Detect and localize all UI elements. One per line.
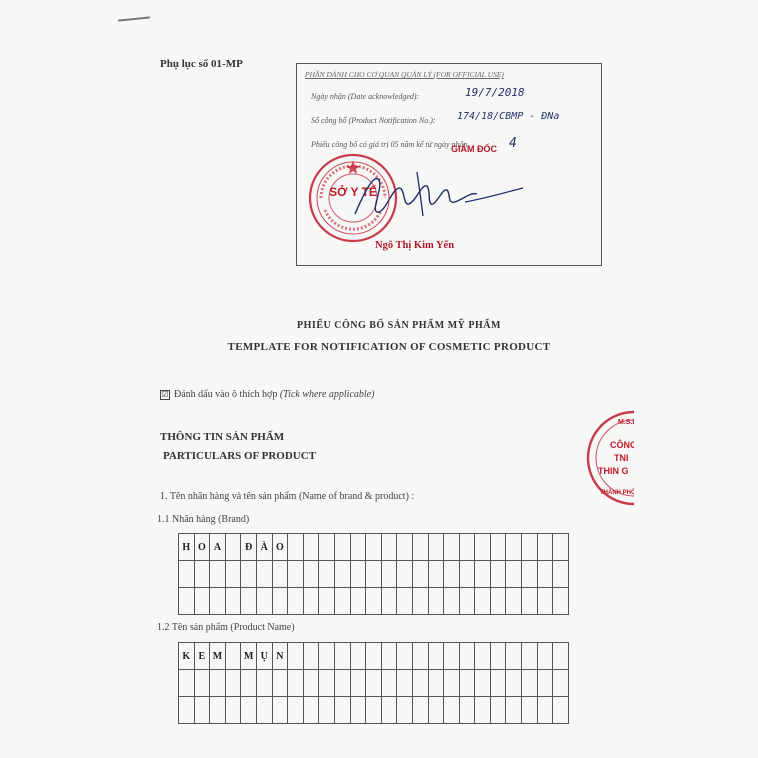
received-date-label: Ngày nhận (Date acknowledged): [311, 92, 420, 101]
grid-cell [490, 697, 506, 724]
grid-cell [303, 643, 319, 670]
grid-cell [334, 588, 350, 615]
grid-cell [319, 643, 335, 670]
grid-cell [256, 561, 272, 588]
grid-cell [428, 643, 444, 670]
grid-cell [459, 534, 475, 561]
grid-cell [319, 670, 335, 697]
grid-cell [272, 561, 288, 588]
grid-cell [210, 697, 226, 724]
grid-cell [303, 561, 319, 588]
grid-cell: O [194, 534, 210, 561]
grid-cell [412, 670, 428, 697]
grid-cell: M [210, 643, 226, 670]
grid-cell [412, 534, 428, 561]
grid-cell [303, 697, 319, 724]
grid-cell [506, 697, 522, 724]
grid-cell [537, 697, 553, 724]
grid-cell [397, 643, 413, 670]
grid-cell [381, 697, 397, 724]
grid-cell [522, 643, 538, 670]
grid-cell [194, 697, 210, 724]
grid-cell: K [179, 643, 195, 670]
brand-name-grid [178, 533, 569, 615]
grid-cell [288, 588, 304, 615]
grid-cell [179, 561, 195, 588]
grid-cell [179, 697, 195, 724]
product-name-grid [178, 642, 569, 724]
grid-cell [475, 588, 491, 615]
director-name: Ngô Thị Kim Yến [375, 240, 455, 251]
grid-cell [350, 643, 366, 670]
grid-cell: O [272, 534, 288, 561]
grid-cell [459, 670, 475, 697]
grid-cell [194, 670, 210, 697]
grid-cell [334, 643, 350, 670]
grid-cell [397, 588, 413, 615]
handwritten-mark: 4 [509, 136, 517, 151]
grid-cell [475, 534, 491, 561]
notification-number-label: Số công bố (Product Notification No.): [311, 116, 436, 125]
grid-cell [366, 561, 382, 588]
director-title: GIÁM ĐỐC [451, 144, 497, 154]
grid-cell [366, 670, 382, 697]
grid-cell: M [241, 643, 257, 670]
company-seal-line2: TNI [614, 453, 629, 463]
grid-cell [288, 534, 304, 561]
grid-cell [241, 561, 257, 588]
grid-cell [210, 588, 226, 615]
grid-cell: A [210, 534, 226, 561]
grid-cell [225, 534, 241, 561]
grid-cell [397, 697, 413, 724]
grid-cell [179, 588, 195, 615]
grid-cell [381, 670, 397, 697]
grid-cell [288, 670, 304, 697]
grid-cell [334, 697, 350, 724]
grid-cell [428, 670, 444, 697]
company-seal-line1: CÔNG [610, 440, 637, 450]
annex-label: Phụ lục số 01-MP [160, 58, 243, 70]
grid-row [179, 670, 569, 697]
grid-cell [537, 588, 553, 615]
grid-cell [366, 697, 382, 724]
grid-cell [459, 643, 475, 670]
grid-cell [334, 534, 350, 561]
notification-number-value: 174/18/CBMP - ĐNa [457, 111, 560, 122]
company-seal-fragment [576, 402, 672, 514]
grid-cell [334, 670, 350, 697]
grid-cell [444, 697, 460, 724]
grid-cell [288, 561, 304, 588]
grid-cell [475, 697, 491, 724]
grid-cell [459, 588, 475, 615]
grid-cell [412, 697, 428, 724]
grid-cell [210, 561, 226, 588]
grid-cell [272, 670, 288, 697]
grid-cell [522, 561, 538, 588]
grid-cell: Đ [241, 534, 257, 561]
grid-cell [490, 534, 506, 561]
grid-cell [553, 588, 569, 615]
grid-cell [490, 561, 506, 588]
grid-cell [475, 643, 491, 670]
grid-cell [553, 670, 569, 697]
grid-cell [288, 697, 304, 724]
grid-cell [444, 670, 460, 697]
grid-row [179, 697, 569, 724]
grid-row [179, 561, 569, 588]
tick-instruction-vi: Đánh dấu vào ô thích hợp [174, 389, 278, 400]
grid-cell [444, 588, 460, 615]
grid-cell [537, 561, 553, 588]
grid-cell [225, 561, 241, 588]
grid-cell [490, 670, 506, 697]
grid-cell [381, 534, 397, 561]
grid-cell [319, 697, 335, 724]
item-1-2-label: 1.2 Tên sản phẩm (Product Name) [157, 622, 295, 633]
company-seal-icon [584, 408, 672, 508]
grid-cell: À [256, 534, 272, 561]
grid-cell [506, 561, 522, 588]
grid-cell [506, 643, 522, 670]
grid-cell [256, 697, 272, 724]
document-title-vi: PHIẾU CÔNG BỐ SẢN PHẨM MỸ PHẨM [297, 320, 501, 331]
official-box-header: PHẦN DÀNH CHO CƠ QUAN QUẢN LÝ (FOR OFFICIAL USE) [305, 70, 504, 79]
scan-mark [118, 16, 150, 21]
validity-label: Phiếu công bố có giá trị 05 năm kể từ ngày nhận [311, 140, 468, 149]
grid-cell [475, 561, 491, 588]
grid-cell [444, 643, 460, 670]
grid-cell: E [194, 643, 210, 670]
grid-cell [179, 670, 195, 697]
grid-cell [537, 534, 553, 561]
grid-cell [444, 534, 460, 561]
grid-cell [256, 588, 272, 615]
tick-instruction [160, 389, 374, 400]
grid-cell [444, 561, 460, 588]
grid-cell [241, 697, 257, 724]
grid-cell [225, 697, 241, 724]
grid-cell: H [179, 534, 195, 561]
grid-cell [428, 561, 444, 588]
grid-row [179, 534, 569, 561]
grid-cell [537, 670, 553, 697]
grid-cell [537, 643, 553, 670]
grid-cell: N [272, 643, 288, 670]
grid-cell [241, 670, 257, 697]
grid-cell [288, 643, 304, 670]
grid-cell: Ụ [256, 643, 272, 670]
grid-cell [225, 643, 241, 670]
grid-cell [256, 670, 272, 697]
grid-cell [428, 534, 444, 561]
grid-cell [319, 534, 335, 561]
item-1-1-label: 1.1 Nhãn hàng (Brand) [157, 514, 250, 525]
grid-cell [303, 670, 319, 697]
tick-instruction-en: (Tick where applicable) [279, 389, 375, 400]
grid-cell [225, 588, 241, 615]
grid-cell [490, 588, 506, 615]
grid-cell [350, 697, 366, 724]
grid-cell [334, 561, 350, 588]
official-use-box [296, 63, 602, 266]
grid-cell [350, 534, 366, 561]
grid-cell [490, 643, 506, 670]
company-seal-code: M.S.D.N: 040110 [618, 419, 672, 426]
grid-cell [397, 561, 413, 588]
grid-cell [194, 561, 210, 588]
grid-cell [194, 588, 210, 615]
grid-cell [428, 697, 444, 724]
grid-cell [319, 588, 335, 615]
grid-cell [381, 588, 397, 615]
grid-cell [412, 643, 428, 670]
grid-cell [397, 534, 413, 561]
grid-cell [303, 534, 319, 561]
item-1-label: 1. Tên nhãn hàng và tên sản phẩm (Name of brand & product) : [160, 491, 415, 502]
grid-cell [210, 670, 226, 697]
grid-cell [366, 588, 382, 615]
grid-cell [366, 643, 382, 670]
received-date-value: 19/7/2018 [465, 86, 525, 99]
company-seal-arc: THÀNH PHỐ [600, 490, 636, 496]
grid-cell [428, 588, 444, 615]
checked-box-icon: ☑ [161, 389, 169, 399]
grid-cell [366, 534, 382, 561]
company-seal-line3: THIN G [598, 466, 629, 476]
grid-cell [459, 697, 475, 724]
grid-cell [412, 561, 428, 588]
grid-cell [506, 534, 522, 561]
grid-cell [350, 670, 366, 697]
grid-cell [350, 561, 366, 588]
grid-row [179, 588, 569, 615]
grid-cell [397, 670, 413, 697]
grid-cell [412, 588, 428, 615]
grid-cell [272, 697, 288, 724]
grid-cell [522, 534, 538, 561]
grid-cell [553, 534, 569, 561]
grid-cell [553, 643, 569, 670]
grid-cell [459, 561, 475, 588]
section-title-en: PARTICULARS OF PRODUCT [163, 450, 317, 462]
grid-cell [553, 697, 569, 724]
grid-cell [522, 670, 538, 697]
grid-cell [475, 670, 491, 697]
grid-cell [381, 643, 397, 670]
grid-cell [241, 588, 257, 615]
grid-row [179, 643, 569, 670]
grid-cell [553, 561, 569, 588]
director-signature [347, 166, 527, 226]
grid-cell [522, 588, 538, 615]
document-title-en: TEMPLATE FOR NOTIFICATION OF COSMETIC PRODUCT [227, 341, 551, 353]
grid-cell [319, 561, 335, 588]
grid-cell [381, 561, 397, 588]
grid-cell [225, 670, 241, 697]
grid-cell [303, 588, 319, 615]
grid-cell [350, 588, 366, 615]
section-title-vi: THÔNG TIN SẢN PHẨM [160, 431, 285, 443]
grid-cell [522, 697, 538, 724]
grid-cell [506, 670, 522, 697]
seal-text: SỞ Y TẾ [329, 185, 377, 199]
grid-cell [272, 588, 288, 615]
grid-cell [506, 588, 522, 615]
